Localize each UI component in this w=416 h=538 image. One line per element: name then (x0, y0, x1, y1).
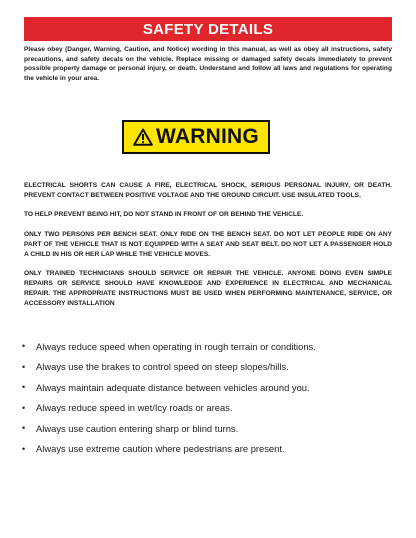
bullet-icon: • (22, 443, 26, 454)
bullet-icon: • (22, 402, 26, 413)
list-item (22, 398, 392, 419)
intro-paragraph: Please obey (Danger, Warning, Caution, and Notice) wording in this manual, as well as obey all instructions, safety precautions, and safety decals on the vehicle. Replace missing or damaged safety decals immediately to prevent possible property damage or personal injury, or death. Understand and follow all laws and regulations for operating the vehicle in your area. (24, 46, 392, 83)
bullet-icon: • (22, 423, 26, 434)
bullet-icon: • (22, 361, 26, 372)
list-item-text: Always use caution entering sharp or blind turns. (36, 422, 239, 434)
list-item-text: Always reduce speed in wet/Icy roads or areas. (36, 402, 233, 414)
list-item-text: Always reduce speed when operating in rough terrain or conditions. (36, 340, 316, 352)
bullet-icon: • (22, 382, 26, 393)
warning-paragraph-standing: TO HELP PREVENT BEING HIT, DO NOT STAND IN FRONT OF OR BEHIND THE VEHICLE. (24, 211, 304, 218)
list-item (22, 377, 392, 398)
list-item (22, 439, 392, 460)
bullet-icon: • (22, 341, 26, 352)
warning-triangle-icon (133, 128, 153, 146)
warning-banner (122, 120, 270, 154)
page-title: SAFETY DETAILS (142, 20, 274, 38)
warning-paragraph-service: ONLY TRAINED TECHNICIANS SHOULD SERVICE OR REPAIR THE VEHICLE. ANYONE DOING EVEN SIMPLE REPAIRS OR SERVICE SHOULD HAVE KNOWLEDGE AND EXPERIENCE IN ELECTRICAL AND MECHANICAL REPAIR. THE APPROPRIATE INSTRUCTIONS MUST BE USED WHEN PERFORMING MAINTENANCE, SERVICE, OR ACCESSORY INSTALLATION (24, 270, 392, 307)
list-item (22, 357, 392, 378)
list-item-text: Always use extreme caution where pedestrians are present. (36, 443, 285, 455)
warning-paragraph-seating: ONLY TWO PERSONS PER BENCH SEAT. ONLY RIDE ON THE BENCH SEAT. DO NOT LET PEOPLE RIDE ON ANY PART OF THE VEHICLE THAT IS NOT EQUIPPED WITH A SEAT AND SEAT BELT. DO NOT LET A PASSENGER HOLD A CHILD IN HIS OR HER LAP WHILE THE VEHICLE MOVES. (24, 231, 392, 258)
list-item (22, 418, 392, 439)
warning-paragraph-electrical: ELECTRICAL SHORTS CAN CAUSE A FIRE, ELECTRICAL SHOCK, SERIOUS PERSONAL INJURY, OR DEATH. PREVENT CONTACT BETWEEN POSITIVE VOLTAGE AND THE GROUND CIRCUIT. USE INSULATED TOOLS. (24, 182, 392, 199)
list-item (22, 336, 392, 357)
section-header-bar (24, 17, 392, 41)
list-item-text: Always use the brakes to control speed on steep slopes/hills. (36, 361, 289, 373)
warning-label: WARNING (156, 125, 259, 148)
list-item-text: Always maintain adequate distance between vehicles around you. (36, 381, 310, 393)
safety-bullet-list (22, 336, 392, 459)
